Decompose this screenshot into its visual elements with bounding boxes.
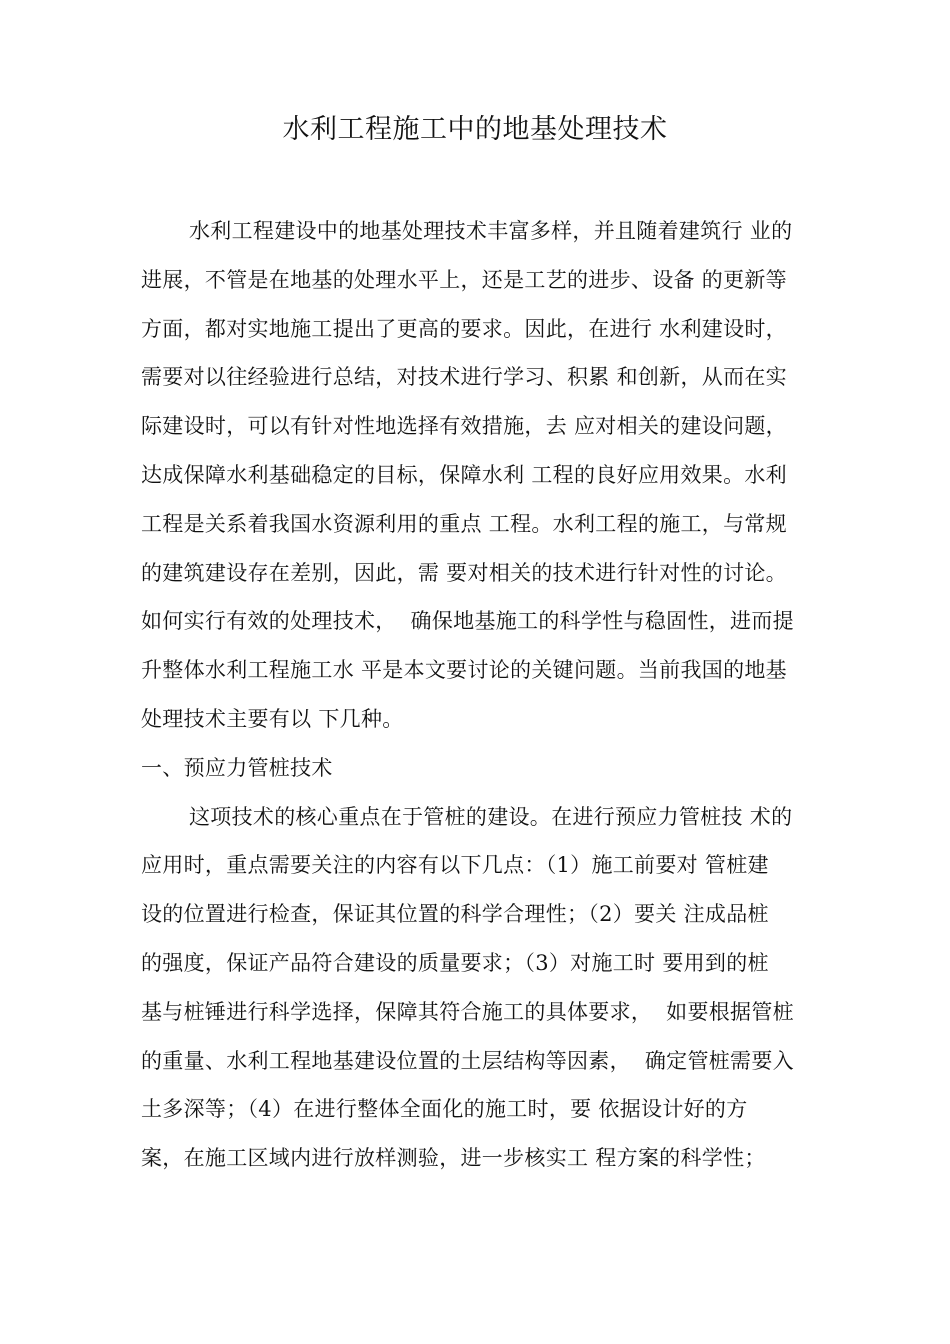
body-line: 需要对以往经验进行总结，对技术进行学习、积累 和创新，从而在实 [141, 365, 787, 390]
body-line: 应用时，重点需要关注的内容有以下几点：（1）施工前要对 管桩建 [141, 853, 769, 878]
body-line: 如何实行有效的处理技术， 确保地基施工的科学性与稳固性，进而提 [141, 609, 794, 634]
body-line: 进展，不管是在地基的处理水平上，还是工艺的进步、设备 的更新等 [141, 267, 787, 292]
body-line: 际建设时，可以有针对性地选择有效措施，去 应对相关的建设问题， [141, 414, 787, 439]
body-line: 的强度，保证产品符合建设的质量要求；（3）对施工时 要用到的桩 [141, 950, 769, 975]
document-body [141, 207, 831, 1183]
body-line: 方面，都对实地施工提出了更高的要求。因此，在进行 水利建设时， [141, 316, 787, 341]
section-heading: 一、预应力管桩技术 [141, 755, 333, 780]
body-line: 土多深等；（4）在进行整体全面化的施工时，要 依据设计好的方 [141, 1097, 748, 1122]
body-line: 处理技术主要有以 下几种。 [141, 706, 404, 731]
body-line: 设的位置进行检查，保证其位置的科学合理性；（2）要关 注成品桩 [141, 902, 769, 927]
body-line: 这项技术的核心重点在于管桩的建设。在进行预应力管桩技 术的 [189, 804, 793, 829]
body-line: 的重量、水利工程地基建设位置的土层结构等因素， 确定管桩需要入 [141, 1048, 794, 1073]
body-line: 升整体水利工程施工水 平是本文要讨论的关键问题。当前我国的地基 [141, 658, 787, 683]
body-line: 达成保障水利基础稳定的目标，保障水利 工程的良好应用效果。水利 [141, 462, 787, 487]
body-line: 工程是关系着我国水资源利用的重点 工程。水利工程的施工，与常规 [141, 511, 787, 536]
body-line: 水利工程建设中的地基处理技术丰富多样，并且随着建筑行 业的 [189, 219, 793, 243]
body-line: 案，在施工区域内进行放样测验，进一步核实工 程方案的科学性； [141, 1146, 766, 1171]
body-line: 的建筑建设存在差别，因此，需 要对相关的技术进行针对性的讨论。 [141, 560, 787, 585]
document-title: 水利工程施工中的地基处理技术 [282, 114, 668, 145]
body-line: 基与桩锤进行科学选择，保障其符合施工的具体要求， 如要根据管桩 [141, 999, 794, 1024]
